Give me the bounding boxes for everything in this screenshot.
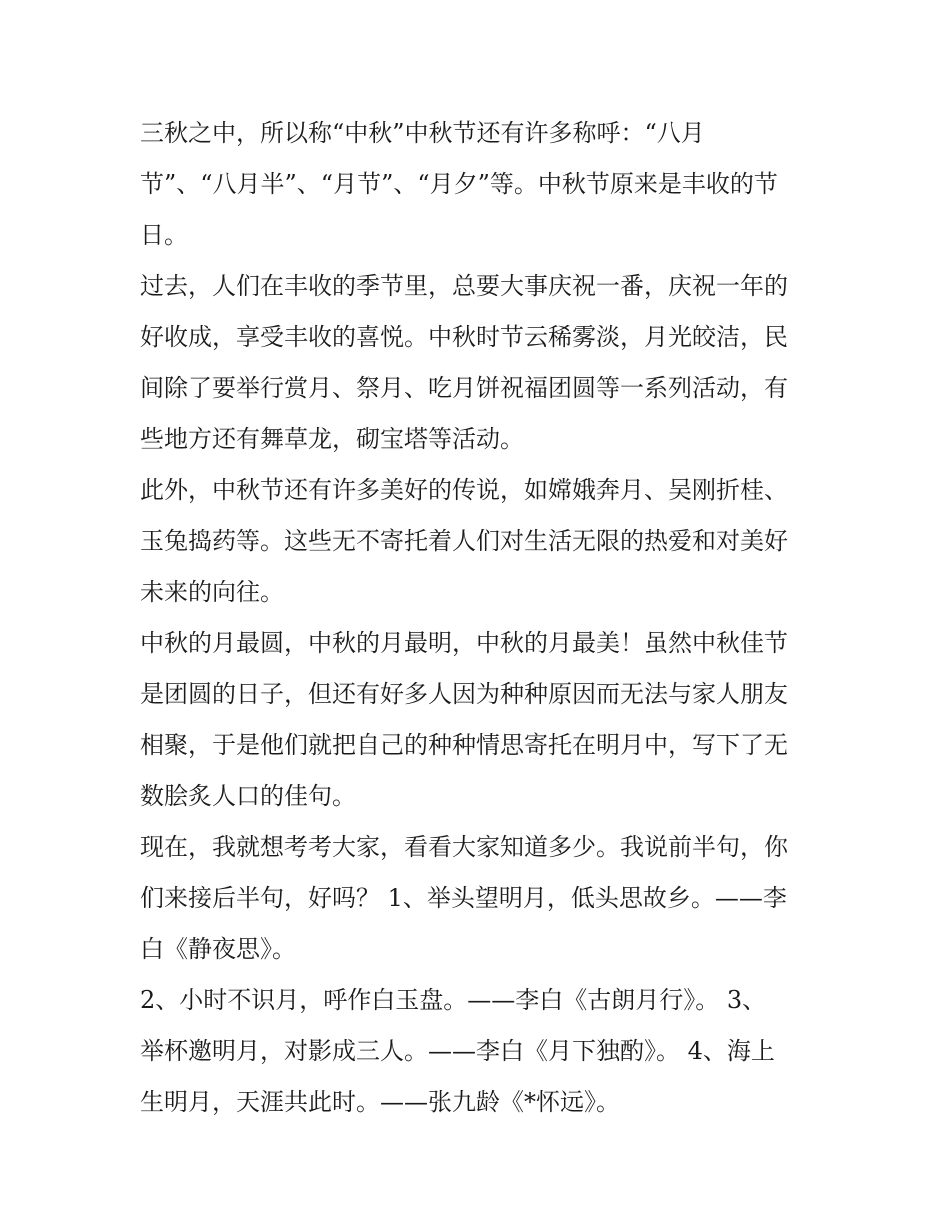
text-line: 好收成，享受丰收的喜悦。中秋时节云稀雾淡，月光皎洁，民 [140, 323, 788, 351]
text-line: 白《静夜思》。 [140, 935, 296, 963]
text-line: 生明月，天涯共此时。——张九龄《*怀远》。 [140, 1088, 620, 1116]
text-line: 是团圆的日子，但还有好多人因为种种原因而无法与家人朋友 [140, 680, 788, 708]
text-line: 们来接后半句，好吗？ 1、举头望明月，低头思故乡。——李 [140, 884, 787, 912]
text-line: 节”、“八月半”、“月节”、“月夕”等。中秋节原来是丰收的节 [140, 170, 778, 198]
text-line: 此外，中秋节还有许多美好的传说，如嫦娥奔月、吴刚折桂、 [140, 476, 788, 504]
text-line: 现在，我就想考考大家，看看大家知道多少。我说前半句，你 [140, 833, 788, 861]
text-line: 中秋的月最圆，中秋的月最明，中秋的月最美！虽然中秋佳节 [140, 629, 788, 657]
text-line: 日。 [140, 221, 188, 249]
text-line: 些地方还有舞草龙，砌宝塔等活动。 [140, 425, 524, 453]
text-line: 数脍炙人口的佳句。 [140, 782, 356, 810]
text-line: 相聚，于是他们就把自己的种种情思寄托在明月中，写下了无 [140, 731, 788, 759]
text-line: 间除了要举行赏月、祭月、吃月饼祝福团圆等一系列活动，有 [140, 374, 788, 402]
document-body [140, 108, 820, 1128]
text-line: 三秋之中，所以称“中秋”中秋节还有许多称呼：“八月 [140, 119, 705, 147]
text-line: 2、小时不识月，呼作白玉盘。——李白《古朗月行》。 3、 [140, 986, 767, 1014]
text-line: 过去，人们在丰收的季节里，总要大事庆祝一番，庆祝一年的 [140, 272, 788, 300]
text-line: 举杯邀明月，对影成三人。——李白《月下独酌》。 4、海上 [140, 1037, 775, 1065]
text-line: 玉兔捣药等。这些无不寄托着人们对生活无限的热爱和对美好 [140, 527, 788, 555]
text-line: 未来的向往。 [140, 578, 284, 606]
